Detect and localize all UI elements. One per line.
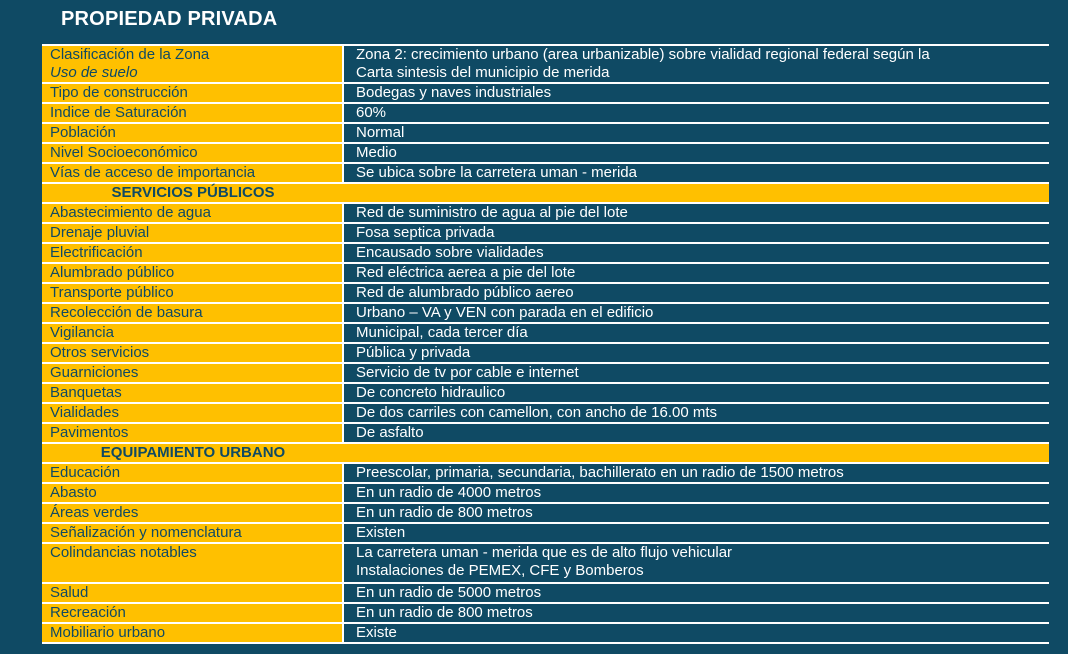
page-title: PROPIEDAD PRIVADA [61,8,278,30]
row-label: Vías de acceso de importancia [42,164,344,182]
section-title: EQUIPAMIENTO URBANO [100,444,286,461]
row-value: En un radio de 800 metros [356,504,533,521]
table-row [42,464,1049,484]
row-value: En un radio de 4000 metros [356,484,542,501]
row-value: Municipal, cada tercer día [356,324,528,341]
row-value: De dos carriles con camellon, con ancho de 16.00 mts [356,404,718,421]
table-row [42,424,1049,444]
row-label: Banquetas [42,384,344,402]
row-label: Otros servicios [42,344,344,362]
table-row [42,404,1049,424]
row-label: Recreación [42,604,344,622]
row-label: Abastecimiento de agua [42,204,344,222]
table-row [42,384,1049,404]
row-label: Tipo de construcción [42,84,344,102]
row-label: Recolección de basura [42,304,344,322]
row-label: Transporte público [42,284,344,302]
table-row [42,584,1049,604]
value-zona-line-1: Zona 2: crecimiento urbano (area urbanizable) sobre vialidad regional federal según la [356,46,930,63]
table-row [42,324,1049,344]
row-value: Medio [356,144,397,161]
table-row-colindancias [42,544,1049,584]
row-label: Áreas verdes [42,504,344,522]
table-row [42,224,1049,244]
row-label: Drenaje pluvial [42,224,344,242]
row-label: Vialidades [42,404,344,422]
row-label: Nivel Socioeconómico [42,144,344,162]
row-value: En un radio de 800 metros [356,604,533,621]
row-label: Población [42,124,344,142]
row-label: Salud [42,584,344,602]
row-value: Red de suministro de agua al pie del lote [356,204,628,221]
row-value: Urbano – VA y VEN con parada en el edificio [356,304,654,321]
label-clasificacion-zona: Clasificación de la Zona [50,46,210,63]
row-value: Encausado sobre vialidades [356,244,544,261]
table-row [42,284,1049,304]
row-label: Señalización y nomenclatura [42,524,344,542]
table-row [42,164,1049,184]
value-colindancias-line-1: La carretera uman - merida que es de alto flujo vehicular [356,544,733,561]
row-value [344,46,1049,82]
row-value: Servicio de tv por cable e internet [356,364,579,381]
row-label: Guarniciones [42,364,344,382]
row-value: De concreto hidraulico [356,384,506,401]
row-value: Existe [356,624,397,641]
table-row [42,524,1049,544]
table-row-clasificacion-zona [42,44,1049,84]
table-row [42,144,1049,164]
table-row [42,344,1049,364]
table-row [42,244,1049,264]
table-row [42,604,1049,624]
value-colindancias-line-2: Instalaciones de PEMEX, CFE y Bomberos [356,562,644,579]
row-value: Normal [356,124,405,141]
property-table [42,44,1049,644]
value-zona-line-2: Carta sintesis del municipio de merida [356,64,610,81]
row-value: Red de alumbrado público aereo [356,284,574,301]
table-row [42,204,1049,224]
row-value: Fosa septica privada [356,224,495,241]
row-label: Electrificación [42,244,344,262]
row-label: Indice de Saturación [42,104,344,122]
row-value: Bodegas y naves industriales [356,84,552,101]
row-label: Alumbrado público [42,264,344,282]
row-label: Pavimentos [42,424,344,442]
row-value: Preescolar, primaria, secundaria, bachillerato en un radio de 1500 metros [356,464,844,481]
table-row [42,504,1049,524]
row-value: En un radio de 5000 metros [356,584,542,601]
table-row [42,84,1049,104]
table-row [42,484,1049,504]
row-value: 60% [356,104,387,121]
table-row [42,264,1049,284]
row-label: Mobiliario urbano [42,624,344,642]
row-value [344,544,1049,582]
row-label: Vigilancia [42,324,344,342]
table-row [42,104,1049,124]
section-title: SERVICIOS PÚBLICOS [111,184,275,201]
table-row [42,304,1049,324]
table-row [42,364,1049,384]
table-row [42,624,1049,644]
section-header-servicios [42,184,1049,204]
label-uso-de-suelo: Uso de suelo [50,64,138,81]
row-value: Se ubica sobre la carretera uman - merida [356,164,637,181]
row-label [42,46,344,82]
row-value: Red eléctrica aerea a pie del lote [356,264,576,281]
row-label: Abasto [42,484,344,502]
section-header-equipamiento [42,444,1049,464]
row-label: Colindancias notables [42,544,344,582]
row-label: Educación [42,464,344,482]
row-value: De asfalto [356,424,424,441]
row-value: Existen [356,524,406,541]
table-row [42,124,1049,144]
row-value: Pública y privada [356,344,471,361]
